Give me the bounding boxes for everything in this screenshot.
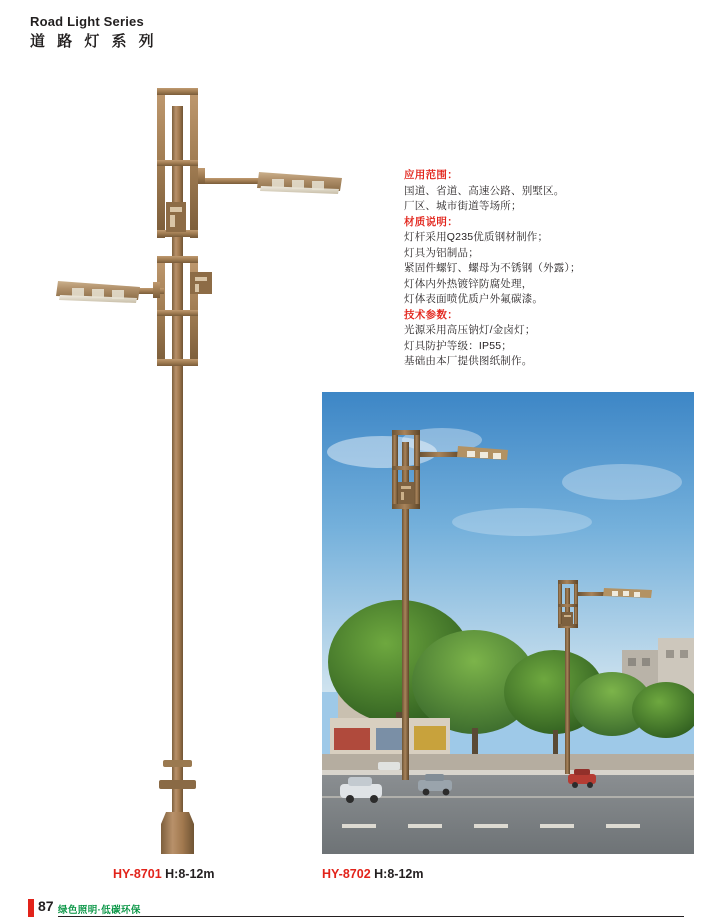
spec-heading: 技术参数： (404, 308, 458, 321)
spec-line: 灯体表面喷优质户外氟碳漆。 (404, 293, 544, 305)
product-photo (322, 392, 694, 854)
lamp-head-left (56, 281, 140, 303)
product-code: HY-8701 (113, 867, 162, 881)
specification-text (404, 168, 694, 370)
page-title-en: Road Light Series (30, 14, 144, 29)
spec-section-material (404, 215, 694, 308)
page-number: 87 (38, 898, 54, 914)
product-caption-right (322, 866, 423, 882)
spec-line: 灯杆采用Q235优质钢材制作； (404, 231, 549, 243)
spec-line: 灯具为铝制品； (404, 246, 479, 259)
footer-divider (58, 916, 684, 917)
car (378, 762, 400, 770)
product-size: H:8-12m (374, 867, 424, 881)
spec-section-technical (404, 308, 694, 370)
spec-line: 国道、省道、高速公路、别墅区。 (404, 184, 565, 197)
spec-section-application (404, 168, 694, 215)
spec-line: 光源采用高压钠灯/金卤灯； (404, 324, 536, 336)
spec-heading: 材质说明： (404, 215, 458, 228)
spec-line: 厂区、城市街道等场所； (404, 200, 522, 212)
spec-line: 灯具防护等级：IP55； (404, 339, 512, 352)
spec-line: 紧固件螺钉、螺母为不锈钢（外露）； (404, 262, 581, 274)
street-scene-photo (322, 392, 694, 854)
footer-slogan: 绿色照明·低碳环保 (58, 905, 141, 916)
product-size: H:8-12m (165, 867, 215, 881)
page-header (30, 14, 158, 52)
spec-line: 基础由本厂提供图纸制作。 (404, 355, 533, 367)
page-footer (0, 893, 710, 921)
product-code: HY-8702 (322, 867, 371, 881)
product-caption-left (113, 866, 214, 882)
spec-line: 灯体内外热镀锌防腐处理， (404, 277, 533, 290)
page-title-cn: 道 路 灯 系 列 (30, 33, 158, 50)
spec-heading: 应用范围： (404, 169, 458, 181)
lamp-head-top (257, 172, 342, 194)
footer-accent-bar (28, 899, 34, 917)
